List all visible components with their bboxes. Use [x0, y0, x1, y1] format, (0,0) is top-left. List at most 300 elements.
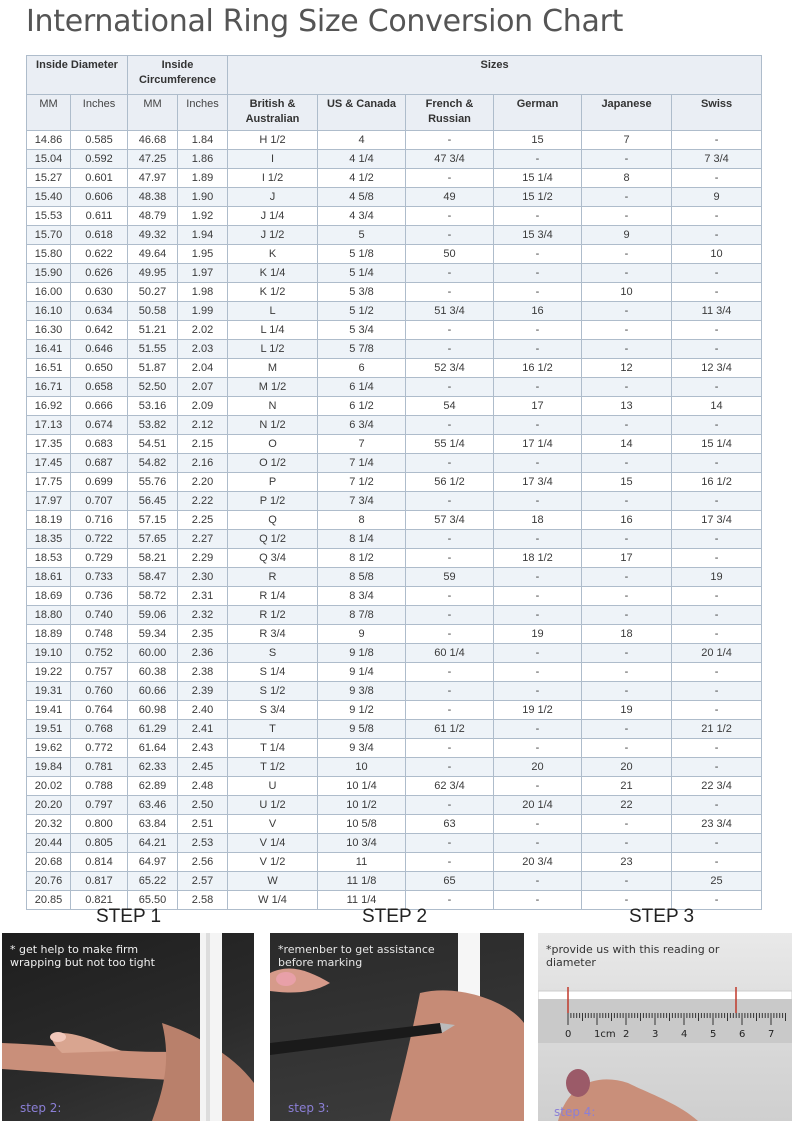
table-cell: 6 1/2 [318, 397, 406, 416]
table-row [27, 758, 762, 777]
step-2-caption: step 3: [288, 1101, 330, 1115]
ruler-label: 0 [565, 1029, 572, 1040]
column-header: German [494, 95, 582, 131]
step-2-photo [270, 933, 524, 1121]
table-cell: 60.38 [128, 663, 178, 682]
table-cell: 16.51 [27, 359, 71, 378]
table-cell: - [406, 891, 494, 910]
table-cell: - [582, 264, 672, 283]
table-cell: 49 [406, 188, 494, 207]
table-cell: 16 1/2 [494, 359, 582, 378]
table-cell: - [406, 587, 494, 606]
table-cell: 65.22 [128, 872, 178, 891]
table-row [27, 207, 762, 226]
table-cell: 57 3/4 [406, 511, 494, 530]
table-cell: 18 [582, 625, 672, 644]
table-cell: 18 1/2 [494, 549, 582, 568]
table-cell: 2.29 [178, 549, 228, 568]
table-cell: - [672, 530, 762, 549]
table-cell: 15.90 [27, 264, 71, 283]
table-cell: 23 [582, 853, 672, 872]
table-cell: 50 [406, 245, 494, 264]
table-cell: 1.94 [178, 226, 228, 245]
table-cell: - [494, 568, 582, 587]
table-cell: 0.592 [71, 150, 128, 169]
table-cell: 2.04 [178, 359, 228, 378]
table-cell: 9 1/2 [318, 701, 406, 720]
table-cell: 14 [582, 435, 672, 454]
table-cell: - [672, 264, 762, 283]
table-row [27, 682, 762, 701]
table-cell: 22 3/4 [672, 777, 762, 796]
table-row [27, 454, 762, 473]
ruler-label: 1cm [594, 1029, 616, 1040]
table-cell: 15 3/4 [494, 226, 582, 245]
table-cell: 50.58 [128, 302, 178, 321]
table-cell: 2.53 [178, 834, 228, 853]
table-cell: - [672, 340, 762, 359]
table-cell: 17.97 [27, 492, 71, 511]
table-cell: 51.55 [128, 340, 178, 359]
table-cell: 9 [318, 625, 406, 644]
table-cell: 2.07 [178, 378, 228, 397]
table-cell: 0.768 [71, 720, 128, 739]
table-cell: - [582, 378, 672, 397]
table-cell: W [228, 872, 318, 891]
table-cell: 7 [582, 131, 672, 150]
table-cell: T 1/4 [228, 739, 318, 758]
table-cell: 59.06 [128, 606, 178, 625]
table-cell: - [672, 131, 762, 150]
ruler-label: 3 [652, 1029, 659, 1040]
column-header: Inches [178, 95, 228, 131]
table-cell: - [582, 739, 672, 758]
table-cell: 2.38 [178, 663, 228, 682]
table-row [27, 321, 762, 340]
table-cell: 17.35 [27, 435, 71, 454]
table-cell: 47.97 [128, 169, 178, 188]
table-cell: 2.22 [178, 492, 228, 511]
table-row [27, 435, 762, 454]
table-cell: - [406, 549, 494, 568]
table-cell: 2.39 [178, 682, 228, 701]
table-cell: 4 1/4 [318, 150, 406, 169]
table-row [27, 511, 762, 530]
table-cell: - [672, 625, 762, 644]
column-header: MM [128, 95, 178, 131]
table-cell: 1.97 [178, 264, 228, 283]
table-cell: 2.56 [178, 853, 228, 872]
table-cell: 49.32 [128, 226, 178, 245]
table-cell: 48.79 [128, 207, 178, 226]
table-cell: 56.45 [128, 492, 178, 511]
table-cell: 65.50 [128, 891, 178, 910]
table-cell: 19 [582, 701, 672, 720]
table-cell: 2.57 [178, 872, 228, 891]
table-cell: 0.707 [71, 492, 128, 511]
table-cell: 22 [582, 796, 672, 815]
table-cell: - [582, 587, 672, 606]
table-cell: - [494, 587, 582, 606]
table-cell: 63.46 [128, 796, 178, 815]
column-header: MM [27, 95, 71, 131]
table-cell: 52.50 [128, 378, 178, 397]
table-cell: 19.22 [27, 663, 71, 682]
table-cell: 0.722 [71, 530, 128, 549]
ring-size-table [26, 55, 762, 910]
step-3-photo [538, 933, 792, 1121]
table-cell: 17 1/4 [494, 435, 582, 454]
table-row [27, 815, 762, 834]
table-cell: 17.75 [27, 473, 71, 492]
table-cell: 56 1/2 [406, 473, 494, 492]
table-cell: 0.618 [71, 226, 128, 245]
table-cell: - [582, 644, 672, 663]
table-cell: - [494, 720, 582, 739]
table-cell: J 1/2 [228, 226, 318, 245]
step-2-title: STEP 2 [362, 906, 428, 927]
table-cell: - [406, 454, 494, 473]
table-cell: O 1/2 [228, 454, 318, 473]
table-cell: - [582, 340, 672, 359]
table-cell: 65 [406, 872, 494, 891]
group-header-inside-diameter: Inside Diameter [27, 56, 128, 95]
table-row [27, 492, 762, 511]
table-cell: 2.43 [178, 739, 228, 758]
table-cell: - [494, 245, 582, 264]
table-cell: 1.92 [178, 207, 228, 226]
table-cell: 0.814 [71, 853, 128, 872]
table-cell: 2.41 [178, 720, 228, 739]
table-row [27, 416, 762, 435]
table-cell: 0.650 [71, 359, 128, 378]
table-cell: - [494, 872, 582, 891]
table-cell: T [228, 720, 318, 739]
table-cell: L [228, 302, 318, 321]
table-cell: 1.98 [178, 283, 228, 302]
table-cell: N [228, 397, 318, 416]
table-cell: 0.687 [71, 454, 128, 473]
table-cell: 7 3/4 [318, 492, 406, 511]
table-cell: 2.09 [178, 397, 228, 416]
table-cell: 18.89 [27, 625, 71, 644]
table-cell: 9 1/4 [318, 663, 406, 682]
table-cell: 2.31 [178, 587, 228, 606]
table-cell: 10 [672, 245, 762, 264]
table-cell: V 1/2 [228, 853, 318, 872]
table-cell: - [406, 701, 494, 720]
table-cell: 10 [582, 283, 672, 302]
table-cell: 46.68 [128, 131, 178, 150]
table-cell: 2.03 [178, 340, 228, 359]
table-cell: 51.21 [128, 321, 178, 340]
table-cell: T 1/2 [228, 758, 318, 777]
table-cell: 15.53 [27, 207, 71, 226]
table-cell: 8 1/2 [318, 549, 406, 568]
table-row [27, 340, 762, 359]
table-cell: 51 3/4 [406, 302, 494, 321]
table-cell: 2.50 [178, 796, 228, 815]
table-cell: 4 5/8 [318, 188, 406, 207]
table-cell: - [406, 796, 494, 815]
table-cell: 4 1/2 [318, 169, 406, 188]
table-cell: 16 [582, 511, 672, 530]
table-cell: - [672, 207, 762, 226]
table-cell: 19 1/2 [494, 701, 582, 720]
table-row [27, 378, 762, 397]
table-cell: 58.47 [128, 568, 178, 587]
table-cell: 18.53 [27, 549, 71, 568]
table-cell: 0.729 [71, 549, 128, 568]
table-cell: 5 3/4 [318, 321, 406, 340]
table-cell: - [494, 492, 582, 511]
table-cell: - [494, 644, 582, 663]
table-cell: - [406, 530, 494, 549]
table-cell: 9 1/8 [318, 644, 406, 663]
table-cell: - [406, 853, 494, 872]
table-cell: 15 [494, 131, 582, 150]
table-cell: K 1/4 [228, 264, 318, 283]
table-cell: - [582, 815, 672, 834]
table-row [27, 872, 762, 891]
step-1-photo [2, 933, 254, 1121]
table-cell: 5 1/2 [318, 302, 406, 321]
table-row [27, 777, 762, 796]
table-cell: 60.66 [128, 682, 178, 701]
table-cell: I [228, 150, 318, 169]
table-row [27, 834, 762, 853]
table-cell: - [672, 796, 762, 815]
table-cell: 15.04 [27, 150, 71, 169]
table-cell: 1.84 [178, 131, 228, 150]
table-cell: 0.736 [71, 587, 128, 606]
table-cell: 48.38 [128, 188, 178, 207]
table-row [27, 169, 762, 188]
ruler-label: 2 [623, 1029, 630, 1040]
table-cell: 19.62 [27, 739, 71, 758]
table-cell: 62.89 [128, 777, 178, 796]
table-cell: 61.29 [128, 720, 178, 739]
table-cell: - [494, 416, 582, 435]
table-cell: 15.27 [27, 169, 71, 188]
table-cell: - [672, 701, 762, 720]
table-row [27, 530, 762, 549]
table-cell: 10 1/4 [318, 777, 406, 796]
table-cell: 10 1/2 [318, 796, 406, 815]
table-row [27, 796, 762, 815]
table-cell: - [672, 378, 762, 397]
table-row [27, 853, 762, 872]
table-cell: 21 [582, 777, 672, 796]
table-cell: K 1/2 [228, 283, 318, 302]
table-cell: 49.64 [128, 245, 178, 264]
table-cell: 62.33 [128, 758, 178, 777]
table-cell: 11 1/4 [318, 891, 406, 910]
table-cell: 0.733 [71, 568, 128, 587]
table-cell: 2.12 [178, 416, 228, 435]
table-cell: 8 [318, 511, 406, 530]
column-header: Swiss [672, 95, 762, 131]
table-cell: - [582, 834, 672, 853]
table-cell: - [582, 150, 672, 169]
table-cell: - [672, 853, 762, 872]
table-cell: - [672, 739, 762, 758]
table-cell: 59 [406, 568, 494, 587]
table-cell: 2.58 [178, 891, 228, 910]
table-cell: 61 1/2 [406, 720, 494, 739]
table-cell: - [672, 758, 762, 777]
table-cell: 0.634 [71, 302, 128, 321]
ruler-label: 7 [768, 1029, 775, 1040]
table-cell: 19.10 [27, 644, 71, 663]
table-row [27, 720, 762, 739]
table-cell: - [582, 302, 672, 321]
table-cell: 59.34 [128, 625, 178, 644]
table-cell: 53.82 [128, 416, 178, 435]
table-cell: - [494, 891, 582, 910]
table-cell: 2.02 [178, 321, 228, 340]
page-title: International Ring Size Conversion Chart [26, 4, 624, 39]
step-1-caption: step 2: [20, 1101, 62, 1115]
table-cell: 18.61 [27, 568, 71, 587]
table-cell: 47.25 [128, 150, 178, 169]
table-cell: - [494, 530, 582, 549]
table-cell: 14 [672, 397, 762, 416]
table-cell: 10 [318, 758, 406, 777]
table-cell: 6 [318, 359, 406, 378]
column-header: British & Australian [228, 95, 318, 131]
table-row [27, 606, 762, 625]
table-cell: 0.800 [71, 815, 128, 834]
table-cell: U [228, 777, 318, 796]
table-cell: 47 3/4 [406, 150, 494, 169]
table-cell: 58.72 [128, 587, 178, 606]
table-cell: 15.40 [27, 188, 71, 207]
table-cell: R 1/2 [228, 606, 318, 625]
table-cell: 2.16 [178, 454, 228, 473]
step-1-note: * get help to make firm wrapping but not too tight [10, 943, 155, 969]
table-cell: 57.15 [128, 511, 178, 530]
table-cell: 17 [494, 397, 582, 416]
table-cell: 16 [494, 302, 582, 321]
table-cell: S [228, 644, 318, 663]
table-cell: 2.27 [178, 530, 228, 549]
table-cell: 5 1/8 [318, 245, 406, 264]
column-header: French & Russian [406, 95, 494, 131]
table-cell: 18.35 [27, 530, 71, 549]
table-row [27, 245, 762, 264]
table-cell: 0.642 [71, 321, 128, 340]
table-cell: 12 [582, 359, 672, 378]
table-cell: - [406, 625, 494, 644]
table-row [27, 568, 762, 587]
table-cell: 0.666 [71, 397, 128, 416]
table-cell: 17 3/4 [672, 511, 762, 530]
group-header-sizes: Sizes [228, 56, 762, 95]
table-cell: 64.97 [128, 853, 178, 872]
table-cell: 0.658 [71, 378, 128, 397]
table-cell: - [406, 321, 494, 340]
table-cell: 64.21 [128, 834, 178, 853]
table-cell: 2.48 [178, 777, 228, 796]
table-cell: 7 1/2 [318, 473, 406, 492]
table-cell: 15 1/4 [672, 435, 762, 454]
table-cell: 1.95 [178, 245, 228, 264]
table-cell: 0.626 [71, 264, 128, 283]
table-cell: 11 3/4 [672, 302, 762, 321]
table-cell: 0.606 [71, 188, 128, 207]
table-cell: 16.30 [27, 321, 71, 340]
table-cell: W 1/4 [228, 891, 318, 910]
table-cell: S 1/2 [228, 682, 318, 701]
table-row [27, 473, 762, 492]
table-cell: 2.36 [178, 644, 228, 663]
table-cell: 0.788 [71, 777, 128, 796]
table-cell: 5 3/8 [318, 283, 406, 302]
table-body [27, 131, 762, 910]
table-cell: 2.30 [178, 568, 228, 587]
table-row [27, 587, 762, 606]
table-cell: L 1/4 [228, 321, 318, 340]
table-cell: 16.41 [27, 340, 71, 359]
table-cell: 7 [318, 435, 406, 454]
table-cell: - [582, 188, 672, 207]
table-cell: 1.89 [178, 169, 228, 188]
table-cell: 14.86 [27, 131, 71, 150]
table-cell: - [582, 207, 672, 226]
table-cell: 10 5/8 [318, 815, 406, 834]
ruler-label: 5 [710, 1029, 717, 1040]
table-cell: 9 [672, 188, 762, 207]
table-cell: - [582, 682, 672, 701]
table-cell: 57.65 [128, 530, 178, 549]
table-cell: Q [228, 511, 318, 530]
table-cell: 20.32 [27, 815, 71, 834]
step-2-note: *remenber to get assistance before marking [278, 943, 435, 969]
table-cell: 9 3/8 [318, 682, 406, 701]
table-cell: - [494, 283, 582, 302]
table-cell: - [672, 606, 762, 625]
table-cell: 2.35 [178, 625, 228, 644]
table-cell: 5 7/8 [318, 340, 406, 359]
table-cell: 20.68 [27, 853, 71, 872]
table-cell: 15.70 [27, 226, 71, 245]
table-cell: U 1/2 [228, 796, 318, 815]
table-cell: - [494, 815, 582, 834]
table-cell: - [672, 454, 762, 473]
table-cell: R 3/4 [228, 625, 318, 644]
table-cell: 8 [582, 169, 672, 188]
step-3-title: STEP 3 [629, 906, 695, 927]
table-cell: L 1/2 [228, 340, 318, 359]
table-cell: S 1/4 [228, 663, 318, 682]
ruler-label: 4 [681, 1029, 688, 1040]
column-header: US & Canada [318, 95, 406, 131]
table-cell: 11 1/8 [318, 872, 406, 891]
table-cell: 55.76 [128, 473, 178, 492]
table-row [27, 701, 762, 720]
table-cell: O [228, 435, 318, 454]
table-cell: 0.622 [71, 245, 128, 264]
table-cell: - [406, 283, 494, 302]
table-cell: - [406, 682, 494, 701]
table-row [27, 150, 762, 169]
table-cell: - [672, 663, 762, 682]
table-cell: R [228, 568, 318, 587]
table-cell: 20.02 [27, 777, 71, 796]
table-cell: 2.40 [178, 701, 228, 720]
table-cell: 19 [494, 625, 582, 644]
